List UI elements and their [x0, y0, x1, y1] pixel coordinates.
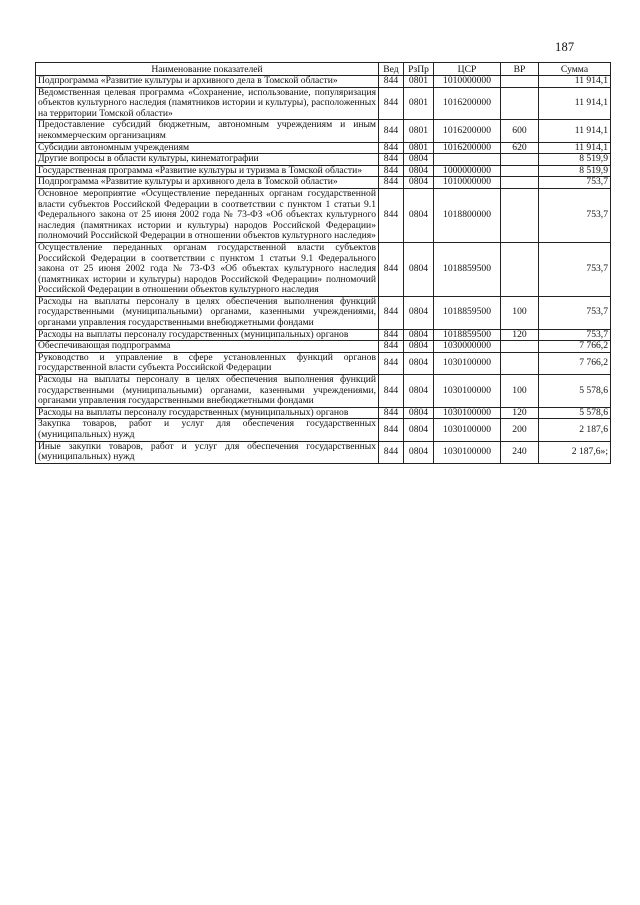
cell-rzpr: 0804 — [404, 154, 434, 166]
cell-sum: 8 519,9 — [539, 165, 611, 177]
cell-csr: 1018859500 — [434, 296, 501, 329]
cell-sum: 753,7 — [539, 296, 611, 329]
cell-rzpr: 0804 — [404, 188, 434, 242]
table-header-row — [36, 63, 611, 76]
cell-csr: 1018859500 — [434, 329, 501, 341]
header-sum: Сумма — [539, 63, 611, 76]
cell-vr: 620 — [501, 142, 539, 154]
table-row — [36, 441, 611, 463]
cell-ved: 844 — [379, 375, 404, 408]
cell-ved: 844 — [379, 296, 404, 329]
cell-name: Расходы на выплаты персоналу государственных (муниципальных) органов — [36, 329, 379, 341]
table-row — [36, 296, 611, 329]
cell-name: Основное мероприятие «Осуществление переданных органам государственной власти субъектов Российской Федерации в соответствии с пунктом 1 статьи 9.1 Федерального закона от 25 июня 2002 года № 73-ФЗ «Об объектах культурного наследия (памятниках истории и культуры) народов Российской Федерации» полномочий Российской Федерации в отношении объектов культурного наследия» — [36, 188, 379, 242]
cell-name: Закупка товаров, работ и услуг для обеспечения государственных (муниципальных) нужд — [36, 419, 379, 441]
cell-csr: 1030100000 — [434, 407, 501, 419]
cell-ved: 844 — [379, 177, 404, 189]
cell-ved: 844 — [379, 441, 404, 463]
cell-vr: 100 — [501, 296, 539, 329]
table-row — [36, 419, 611, 441]
cell-name: Расходы на выплаты персоналу в целях обеспечения выполнения функций государственными (муниципальными) органами, казенными учреждениями, органами управления государственными внебюджетными фондами — [36, 375, 379, 408]
cell-ved: 844 — [379, 142, 404, 154]
cell-vr — [501, 242, 539, 296]
cell-sum: 5 578,6 — [539, 375, 611, 408]
header-rzpr: РзПр — [404, 63, 434, 76]
cell-ved: 844 — [379, 352, 404, 374]
cell-name: Осуществление переданных органам государственной власти субъектов Российской Федерации в соответствии с пунктом 1 статьи 9.1 Федерального закона от 25 июня 2002 года № 73-ФЗ «Об объектах культурного наследия (памятниках истории и культуры) народов Российской Федерации» полномочий Российской Федерации в отношении объектов культурного наследия — [36, 242, 379, 296]
cell-csr: 1016200000 — [434, 142, 501, 154]
cell-sum: 11 914,1 — [539, 142, 611, 154]
cell-sum: 2 187,6 — [539, 419, 611, 441]
cell-vr — [501, 87, 539, 120]
cell-ved: 844 — [379, 120, 404, 142]
cell-name: Иные закупки товаров, работ и услуг для обеспечения государственных (муниципальных) нужд — [36, 441, 379, 463]
cell-name: Предоставление субсидий бюджетным, автономным учреждениям и иным некоммерческим организациям — [36, 120, 379, 142]
cell-sum: 11 914,1 — [539, 87, 611, 120]
cell-csr: 1018800000 — [434, 188, 501, 242]
table-row — [36, 165, 611, 177]
table-row — [36, 375, 611, 408]
cell-rzpr: 0804 — [404, 341, 434, 353]
cell-vr: 200 — [501, 419, 539, 441]
cell-ved: 844 — [379, 419, 404, 441]
cell-name: Ведомственная целевая программа «Сохранение, использование, популяризация объектов культурного наследия (памятников истории и культуры), расположенных на территории Томской области» — [36, 87, 379, 120]
cell-csr: 1030100000 — [434, 352, 501, 374]
cell-vr — [501, 177, 539, 189]
cell-name: Другие вопросы в области культуры, кинематографии — [36, 154, 379, 166]
cell-csr: 1018859500 — [434, 242, 501, 296]
cell-vr — [501, 154, 539, 166]
cell-csr: 1016200000 — [434, 87, 501, 120]
cell-vr: 120 — [501, 407, 539, 419]
cell-rzpr: 0804 — [404, 352, 434, 374]
cell-vr — [501, 352, 539, 374]
cell-sum: 5 578,6 — [539, 407, 611, 419]
cell-sum: 2 187,6»; — [539, 441, 611, 463]
cell-ved: 844 — [379, 76, 404, 88]
header-ved: Вед — [379, 63, 404, 76]
cell-csr: 1010000000 — [434, 177, 501, 189]
cell-vr: 100 — [501, 375, 539, 408]
cell-name: Субсидии автономным учреждениям — [36, 142, 379, 154]
table-row — [36, 120, 611, 142]
table-row — [36, 142, 611, 154]
cell-csr: 1016200000 — [434, 120, 501, 142]
cell-rzpr: 0804 — [404, 441, 434, 463]
cell-ved: 844 — [379, 87, 404, 120]
cell-sum: 11 914,1 — [539, 120, 611, 142]
header-name: Наименование показателей — [36, 63, 379, 76]
cell-csr: 1030100000 — [434, 375, 501, 408]
cell-rzpr: 0804 — [404, 165, 434, 177]
cell-csr — [434, 154, 501, 166]
page-number: 187 — [555, 40, 575, 54]
cell-sum: 753,7 — [539, 329, 611, 341]
cell-ved: 844 — [379, 329, 404, 341]
cell-vr: 240 — [501, 441, 539, 463]
table-row — [36, 341, 611, 353]
cell-sum: 753,7 — [539, 177, 611, 189]
cell-sum: 7 766,2 — [539, 341, 611, 353]
table-row — [36, 352, 611, 374]
table-row — [36, 154, 611, 166]
cell-ved: 844 — [379, 407, 404, 419]
cell-csr: 1000000000 — [434, 165, 501, 177]
cell-name: Расходы на выплаты персоналу государственных (муниципальных) органов — [36, 407, 379, 419]
cell-name: Обеспечивающая подпрограмма — [36, 341, 379, 353]
cell-ved: 844 — [379, 154, 404, 166]
table-row — [36, 242, 611, 296]
table-row — [36, 177, 611, 189]
cell-rzpr: 0804 — [404, 296, 434, 329]
cell-sum: 753,7 — [539, 242, 611, 296]
cell-rzpr: 0804 — [404, 242, 434, 296]
cell-rzpr: 0804 — [404, 407, 434, 419]
budget-table — [35, 62, 611, 464]
cell-name: Руководство и управление в сфере установленных функций органов государственной власти субъекта Российской Федерации — [36, 352, 379, 374]
cell-vr: 600 — [501, 120, 539, 142]
table-row — [36, 407, 611, 419]
cell-ved: 844 — [379, 165, 404, 177]
cell-rzpr: 0804 — [404, 329, 434, 341]
cell-name: Расходы на выплаты персоналу в целях обеспечения выполнения функций государственными (муниципальными) органами, казенными учреждениями, органами управления государственными внебюджетными фондами — [36, 296, 379, 329]
cell-ved: 844 — [379, 242, 404, 296]
table-body — [36, 76, 611, 464]
cell-csr: 1030100000 — [434, 419, 501, 441]
table-row — [36, 87, 611, 120]
header-vr: ВР — [501, 63, 539, 76]
cell-csr: 1030100000 — [434, 441, 501, 463]
cell-csr: 1010000000 — [434, 76, 501, 88]
cell-rzpr: 0804 — [404, 375, 434, 408]
cell-rzpr: 0801 — [404, 142, 434, 154]
table-row — [36, 76, 611, 88]
cell-rzpr: 0801 — [404, 120, 434, 142]
cell-vr — [501, 165, 539, 177]
cell-name: Подпрограмма «Развитие культуры и архивного дела в Томской области» — [36, 76, 379, 88]
cell-name: Подпрограмма «Развитие культуры и архивного дела в Томской области» — [36, 177, 379, 189]
cell-rzpr: 0801 — [404, 76, 434, 88]
cell-csr: 1030000000 — [434, 341, 501, 353]
cell-sum: 11 914,1 — [539, 76, 611, 88]
cell-name: Государственная программа «Развитие культуры и туризма в Томской области» — [36, 165, 379, 177]
cell-vr: 120 — [501, 329, 539, 341]
cell-rzpr: 0801 — [404, 87, 434, 120]
table-row — [36, 188, 611, 242]
cell-sum: 7 766,2 — [539, 352, 611, 374]
table-row — [36, 329, 611, 341]
header-csr: ЦСР — [434, 63, 501, 76]
cell-sum: 8 519,9 — [539, 154, 611, 166]
cell-vr — [501, 188, 539, 242]
cell-vr — [501, 76, 539, 88]
cell-vr — [501, 341, 539, 353]
cell-sum: 753,7 — [539, 188, 611, 242]
cell-ved: 844 — [379, 341, 404, 353]
cell-rzpr: 0804 — [404, 419, 434, 441]
cell-ved: 844 — [379, 188, 404, 242]
cell-rzpr: 0804 — [404, 177, 434, 189]
